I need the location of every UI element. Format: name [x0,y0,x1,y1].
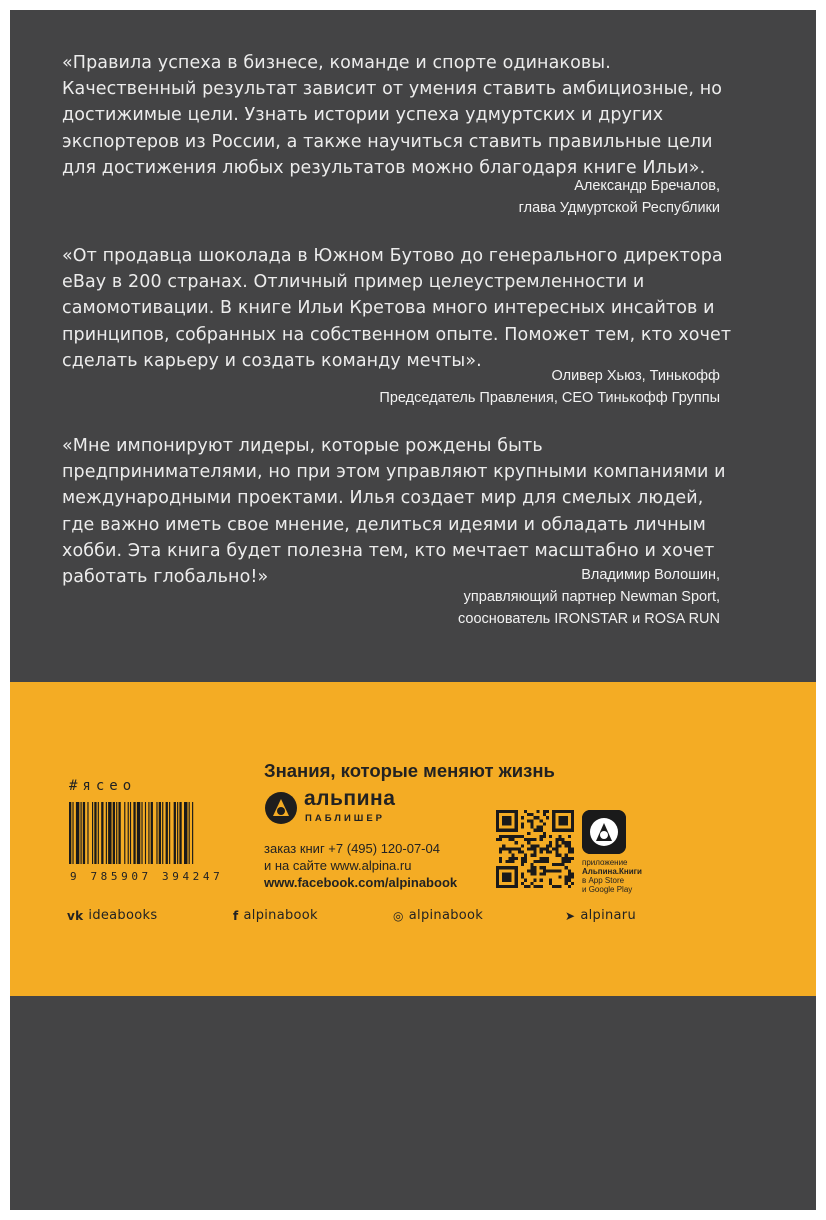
quote-3-text: «Мне импонируют лидеры, которые рождены быть предпринимателями, но при этом управляют крупными компаниями и международными проектами. Илья создает мир для смелых людей, где важно иметь свое мнение, делиться идеями и обладать личным хобби. Эта книга будет полезна тем, кто мечтает масштабно и хочет работать глобально!» [62,436,726,588]
publisher-subtitle: ПАБЛИШЕР [305,813,385,824]
quote-2-attribution [379,365,720,409]
publisher-name: альпина [304,787,396,810]
hashtag: #яceo [69,778,137,794]
quote-3-position-2: сооснователь IRONSTAR и ROSA RUN [458,611,720,627]
instagram-icon: ◎ [393,908,404,923]
quote-3-position: управляющий партнер Newman Sport, [463,589,720,605]
website-line[interactable]: и на сайте www.alpina.ru [264,858,412,873]
app-text-line-4: и Google Play [582,885,633,894]
quote-1-text: «Правила успеха в бизнесе, команде и спорте одинаковы. Качественный результат зависит от умения ставить амбициозные, но достижимые цели. Узнать истории успеха удмуртских и других экспортеров из России, а также научиться ставить правильные цели для достижения любых результатов можно благодаря книге Ильи». [62,53,723,178]
social-instagram[interactable] [393,908,483,923]
publisher-band [10,682,816,996]
app-text-line-3: в App Store [582,876,625,885]
social-telegram-handle: alpinaru [580,908,636,923]
book-back-cover [10,10,816,1210]
qr-code[interactable] [496,810,574,888]
barcode [67,802,237,868]
slogan: Знания, которые меняют жизнь [264,760,555,781]
social-facebook-handle: alpinabook [243,908,318,923]
social-telegram[interactable] [565,908,636,923]
quote-2-position: Председатель Правления, CEO Тинькофф Группы [379,390,720,406]
quote-1-attribution [519,175,720,219]
contacts [264,840,457,891]
app-text-line-2: Альпина.Книги [582,867,642,876]
quote-3-author: Владимир Волошин, [581,567,720,583]
quote-2 [62,243,732,374]
facebook-icon: f [233,908,239,923]
social-vk[interactable] [67,908,157,923]
vk-icon: vk [67,908,84,923]
quote-2-author: Оливер Хьюз, Тинькофф [551,368,720,384]
quote-1-position: глава Удмуртской Республики [518,200,720,216]
social-instagram-handle: alpinabook [408,908,484,923]
isbn-number: 9 785907 394247 [70,870,224,883]
app-icon[interactable] [582,810,626,854]
quote-3-attribution [458,564,720,630]
facebook-link[interactable]: www.facebook.com/alpinabook [264,875,458,890]
quote-1 [62,50,732,181]
order-phone: заказ книг +7 (495) 120-07-04 [264,841,440,856]
telegram-icon: ➤ [565,908,576,923]
social-vk-handle: ideabooks [88,908,158,923]
quote-2-text: «От продавца шоколада в Южном Бутово до генерального директора eBay в 200 странах. Отличный пример целеустремленности и самомотивации. В книге Ильи Кретова много интересных инсайтов и принципов, собранных на собственном опыте. Поможет тем, кто хочет сделать карьеру и создать команду мечты». [62,246,732,371]
quote-1-author: Александр Бречалов, [574,178,720,194]
alpina-logo-icon [264,791,298,825]
app-text-line-1: приложение [582,858,628,867]
app-store-text [582,858,642,894]
social-facebook[interactable] [233,908,318,923]
